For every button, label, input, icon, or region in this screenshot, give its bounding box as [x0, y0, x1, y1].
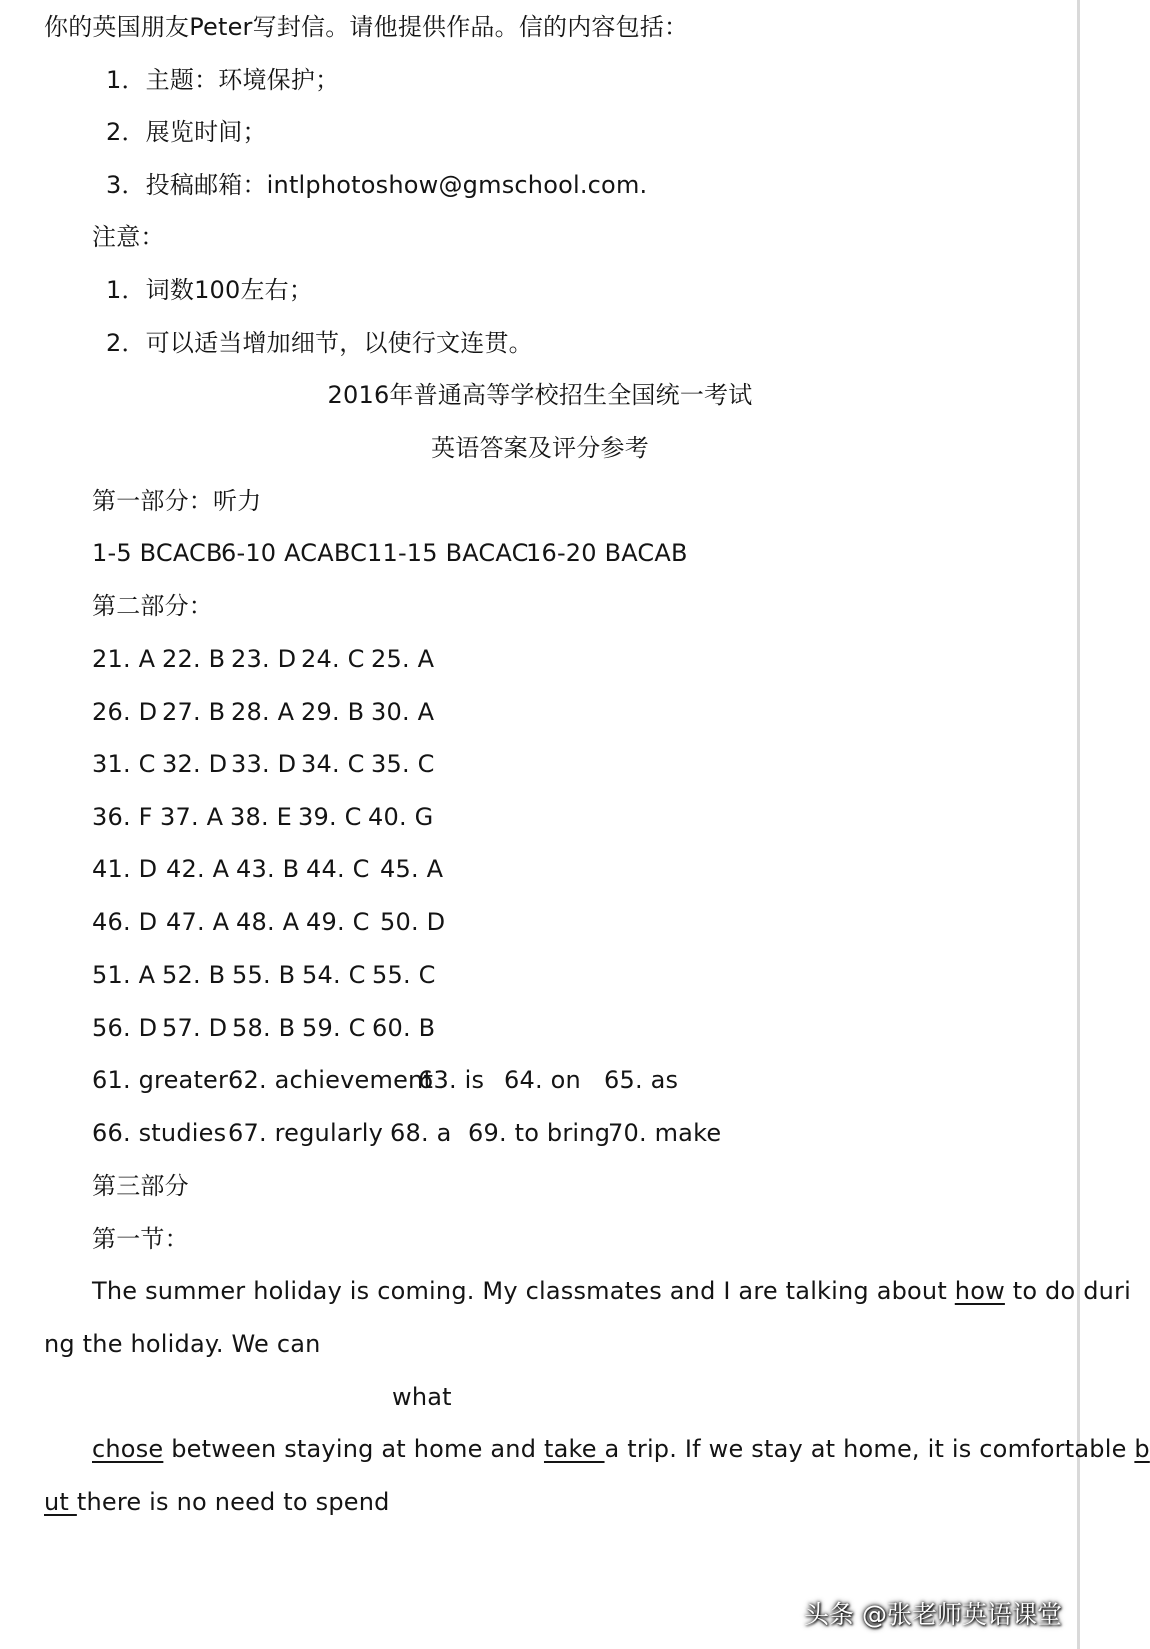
essay-text: there is no need to spend: [76, 1488, 390, 1516]
answer-cell: 62. achievement: [228, 1066, 434, 1094]
answer-cell: 30. A: [371, 698, 435, 726]
answer-cell: 40. G: [368, 803, 434, 831]
answer-cell: 67. regularly: [228, 1119, 384, 1147]
essay-text: The summer holiday is coming. My classmates and I are talking about: [92, 1277, 955, 1305]
page-edge: [1077, 0, 1080, 1649]
answer-cell: 33. D: [231, 750, 297, 778]
answer-cell: 25. A: [371, 645, 435, 673]
answer-cell: 45. A: [380, 855, 444, 883]
notes-item: 2．可以适当增加细节，以使行文连贯。: [106, 329, 533, 357]
answer-cell: 55. B: [232, 961, 296, 989]
part2-title: 第二部分：: [92, 592, 213, 620]
answer-cell: 66. studies: [92, 1119, 227, 1147]
notes-item: 1．词数100左右；: [106, 276, 314, 304]
answer-cell: 36. F: [92, 803, 153, 831]
essay-text: to do duri: [1004, 1277, 1131, 1305]
answer-row: [92, 802, 433, 832]
answer-cell: 46. D: [92, 908, 158, 936]
answer-cell: 37. A: [160, 803, 224, 831]
answer-cell: 50. D: [380, 908, 446, 936]
answer-cell: 35. C: [371, 750, 435, 778]
answer-row: [92, 960, 436, 990]
answer-cell: 59. C: [302, 1014, 366, 1042]
answer-cell: 26. D: [92, 698, 158, 726]
answer-group: 16-20 BACAB: [526, 539, 688, 567]
part1-title: 第一部分：听力: [92, 487, 262, 515]
answer-cell: 48. A: [236, 908, 300, 936]
watermark: 头条 @张老师英语课堂: [804, 1600, 1062, 1629]
answer-cell: 57. D: [162, 1014, 228, 1042]
content-item: 1．主题：环境保护；: [106, 66, 340, 94]
part3-section1-title: 第一节：: [92, 1225, 189, 1253]
essay-text: between staying at home and: [163, 1435, 544, 1463]
part1-answers: [92, 538, 688, 568]
answer-group: 6-10 ACABC: [221, 539, 368, 567]
answer-cell: 47. A: [166, 908, 230, 936]
answer-row: [92, 697, 434, 727]
answer-row: [92, 1013, 435, 1043]
answer-cell: 41. D: [92, 855, 158, 883]
answer-cell: 60. B: [372, 1014, 436, 1042]
answer-cell: 43. B: [236, 855, 300, 883]
intro-text: 你的英国朋友Peter写封信。请他提供作品。信的内容包括：: [44, 13, 689, 41]
essay-line: [44, 1487, 390, 1517]
answer-cell: 61. greater: [92, 1066, 229, 1094]
answer-cell: 32. D: [162, 750, 228, 778]
answer-cell: 27. B: [162, 698, 226, 726]
answer-cell: 39. C: [298, 803, 362, 831]
answer-cell: 21. A: [92, 645, 156, 673]
answer-cell: 38. E: [230, 803, 292, 831]
marked-word: take: [543, 1435, 605, 1463]
answer-cell: 34. C: [301, 750, 365, 778]
answer-cell: 22. B: [162, 645, 226, 673]
answer-cell: 29. B: [301, 698, 365, 726]
answer-cell: 70. make: [608, 1119, 722, 1147]
answer-title: 英语答案及评分参考: [431, 434, 649, 462]
part3-title: 第三部分: [92, 1172, 189, 1200]
marked-word: chose: [92, 1435, 164, 1463]
answer-cell: 23. D: [231, 645, 297, 673]
answer-row: [92, 907, 445, 937]
marked-word: ut: [44, 1488, 77, 1516]
marked-word: b: [1134, 1435, 1150, 1463]
essay-line: [92, 1434, 1150, 1464]
content-item: 3．投稿邮箱：intlphotoshow@gmschool.com.: [106, 171, 648, 199]
answer-row: [92, 1065, 678, 1095]
answer-row: [92, 644, 434, 674]
answer-cell: 69. to bring: [468, 1119, 611, 1147]
answer-group: 1-5 BCACB: [92, 539, 223, 567]
answer-group: 11-15 BACAC: [367, 539, 529, 567]
marked-word: how: [954, 1277, 1005, 1305]
answer-cell: 49. C: [306, 908, 370, 936]
answer-cell: 55. C: [372, 961, 436, 989]
answer-cell: 54. C: [302, 961, 366, 989]
answer-cell: 44. C: [306, 855, 370, 883]
answer-row: [92, 749, 435, 779]
essay-line: ng the holiday. We can: [44, 1330, 321, 1358]
answer-cell: 24. C: [301, 645, 365, 673]
content-item: 2．展览时间；: [106, 118, 267, 146]
answer-cell: 58. B: [232, 1014, 296, 1042]
answer-cell: 65. as: [604, 1066, 679, 1094]
answer-row: [92, 854, 443, 884]
answer-cell: 68. a: [390, 1119, 452, 1147]
answer-cell: 64. on: [504, 1066, 581, 1094]
answer-cell: 31. C: [92, 750, 156, 778]
answer-cell: 42. A: [166, 855, 230, 883]
answer-cell: 63. is: [418, 1066, 485, 1094]
answer-cell: 56. D: [92, 1014, 158, 1042]
answer-cell: 51. A: [92, 961, 156, 989]
essay-line: [92, 1276, 1131, 1306]
exam-title: 2016年普通高等学校招生全国统一考试: [327, 381, 753, 409]
correction-text: what: [392, 1383, 452, 1411]
answer-row: [92, 1118, 721, 1148]
essay-text: a trip. If we stay at home, it is comfortable: [604, 1435, 1135, 1463]
answer-cell: 52. B: [162, 961, 226, 989]
notes-title: 注意：: [92, 223, 165, 251]
answer-cell: 28. A: [231, 698, 295, 726]
